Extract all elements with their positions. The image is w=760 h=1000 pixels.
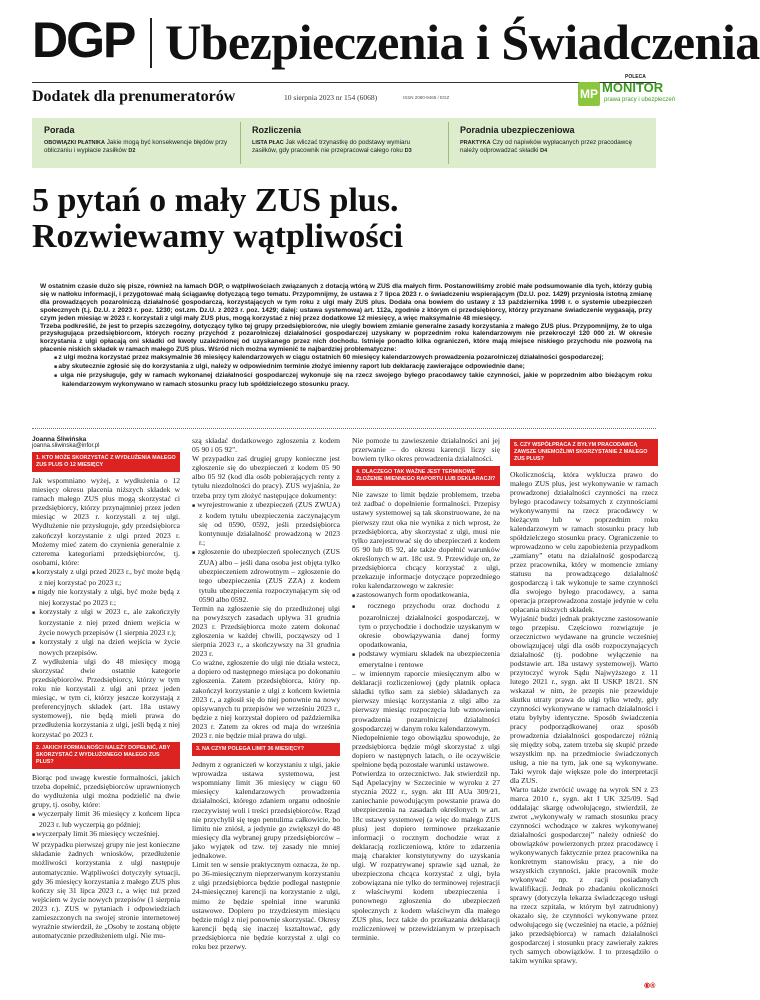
body-list-item: ■ zastosowanych form opodatkowania, [352, 590, 500, 601]
dgp-logo: DGP [32, 12, 135, 68]
body-paragraph: Warto także zwrócić uwagę na wyrok SN z 23 marca 2010 r., sygn. akt I UK 325/09. Sąd oddalając skargę odwołującego, stwierdził, że zwrot „wykonywały w ramach stosunku pracy czynności wchodzące w zakres wykonywanej działalności gospodarczej” należy odnieść do obowiązków powierzonych przez pracodawcę i wykonywanych faktycznie przez pracownika na konkretnym stanowisku pracy, a nie do wszystkich czynności, jakie pracownik może wykonywać np. z racji posiadanych kwalifikacji. Jednak po zbadaniu okoliczności sprawy (dotyczyła lekarza świadczącego usługi na rzecz szpitala, w którym był zatrudniony) okazało się, że czynności wykonywane przez odwołującego się (wcześniej na etacie, a później jako przedsiębiorca) w ramach działalności gospodarczej i stosunku pracy zawierały zakres tych samych obowiązków. I to przesądziło o takim wyniku sprawy. [510, 785, 658, 965]
monitor-logo-icon: MP [578, 82, 600, 106]
question-box-3: 3. NA CZYM POLEGA LIMIT 36 MIESIĘCY? [192, 743, 340, 756]
author-email[interactable]: joanna.sliwinska@infor.pl [32, 443, 100, 449]
monitor-subtitle: prawa pracy i ubezpieczeń [604, 97, 676, 103]
body-list [192, 500, 340, 604]
column-2 [192, 436, 340, 996]
body-paragraph: W przypadku pierwszej grupy nie jest konieczne składanie żadnych wniosków, przedłużenie możliwości korzystania z ulgi następuje automatycznie. Wątpliwości dotyczyły sytuacji, gdy 36 miesięcy korzystania z małego ZUS plus kończy się 31 lipca 2023 r., a więc tuż przed wejściem w życie nowych przepisów (1 sierpnia 2023 r.). ZUS w pytaniach i odpowiedziach zamieszczonych na swojej stronie internetowej wyraźnie stwierdził, że „Osoby te zostaną objęte automatycznie przedłużeniem ulgi. Nie mu- [32, 840, 180, 941]
rubric-title: Poradnia ubezpieczeniowa [460, 125, 575, 135]
supplement-label: Dodatek dla prenumeratorów [32, 88, 236, 105]
body-paragraph: Termin na zgłoszenie się do przedłużonej ulgi na powyższych zasadach upływa 31 grudnia 2023 r. Przedsiębiorca może zatem dokonać zgłoszenia w każdej chwili, począwszy od 1 sierpnia 2023 r., a skończywszy na 31 grudnia 2023 r. [192, 603, 340, 659]
article-lead [40, 283, 652, 389]
masthead-divider [150, 18, 152, 68]
body-paragraph: Okolicznością, która wyklucza prawo do małego ZUS plus, jest wykonywanie w ramach prowadzonej działalności czynności na rzecz byłego pracodawcy tożsamych z czynnościami wykonywanymi na rzecz pracodawcy w bieżącym lub w poprzednim roku kalendarzowym w ramach stosunku pracy lub spółdzielczego stosunku pracy. Ograniczenie to wprowadzono w celu zapobieżenia przypadkom „zamiany” etatu na działalność gospodarczą przez pracownika, który w momencie zmiany statusu na prowadzącego działalność gospodarczą i tak wykonuje te same czynności dla swojego byłego pracodawcy, a sama operacja przeprowadzona zostaje jedynie w celu opłacania niższych składek. [510, 470, 658, 614]
rubric-porada[interactable] [36, 120, 236, 166]
lead-list-item: ■ aby skutecznie zgłosić się do korzystania z ulgi, należy w odpowiednim terminie złożyć imienny raport lub deklarację zawierające odpowiednie dane; [54, 363, 652, 372]
body-list-item: ■ rocznego przychodu oraz dochodu z pozarolniczej działalności gospodarczej, w tym o przychodzie i dochodzie uzyskanym w okresie obowiązywania danej formy opodatkowania, [352, 601, 500, 648]
rubric-title: Rozliczenia [252, 125, 302, 135]
lead-list-item: ■ ulga nie przysługuje, gdy w ramach wykonanej działalności gospodarczej wykonuje się na rzecz swojego byłego pracodawcy takie czynności, jakie w poprzednim albo bieżącym roku kalendarzowym wykonywano w ramach stosunku pracy lub spółdzielczego stosunku pracy. [54, 372, 652, 389]
monitor-name: MONITOR [602, 80, 664, 95]
column-1 [32, 436, 180, 996]
column-3 [352, 436, 500, 996]
body-paragraph: Jednym z ograniczeń w korzystaniu z ulgi, jakie wprowadza ustawa systemowa, jest wspomniany limit 36 miesięcy w ciągu 60 miesięcy kalendarzowych prowadzenia działalności, którego zdaniem organu odnośnie rzeczywistej woli i treści przedsiębiorców. Rząd nie przychylił się tego pentulima całkowicie, bo limitu nie zniósł, a jedynie go zwiększył do 48 miesięcy dla wybranej grupy przedsiębiorców – jako wyjątek od tzw. tej zasady nie mniej jednakowe. [192, 760, 340, 861]
rubric-page: D2 [128, 148, 136, 154]
body-list [352, 590, 500, 669]
lead-list [54, 354, 652, 389]
lead-paragraph: W ostatnim czasie dużo się pisze, również na łamach DGP, o wątpliwościach związanych z dotacją wtórą w ZUS dla małych firm. Postanowiliśmy zrobić małe podsumowanie dla tych, którzy gubią się w natłoku informacji, i przygotować małą ściągawkę dotyczącą tego tematu. Przypomnijmy, że ustawa z 7 lipca 2023 r. o świadczeniu wspierającym (Dz.U. poz. 1429) przyniosła istotną zmianę dla prowadzących pozarolniczą działalność gospodarczą, korzystających w tym roku z ulgi mały ZUS plus. Dodała ona bowiem do ustawy z 13 października 1998 r. o systemie ubezpieczeń społecznych (t.j. Dz.U. z 2023 r. poz. 1230; ost.zm. Dz.U. z 2023 r. poz. 1429; dalej: ustawa systemowa) art. 112a, zgodnie z którym ci przedsiębiorcy, którzy przyznane świadczenie wygasają, przy czym jeden miesiąc w 2023 r. korzystali z ulgi mały ZUS plus, mogą korzystać z niej przez dodatkowe 12 miesięcy, a więc maksymalnie 48 miesięcy. [40, 283, 652, 322]
lead-divider [32, 428, 656, 429]
issn-info: ISSN 2080-9468 / EGZ [403, 95, 450, 100]
body-paragraph: Biorąc pod uwagę kwestie formalności, jakich trzeba dopełnić, przedsiębiorców uprawnionych do wydłużenia ulgi można podzielić na dwie grupy, tj. osoby, które: [32, 772, 180, 809]
body-paragraph: Niedopełnienie tego obowiązku spowoduje, że przedsiębiorca będzie mógł skorzystać z ulgi dopiero w następnych latach, o ile oczywiście spełnione będą pozostałe warunki ustawowe. [352, 732, 500, 769]
body-list-item: ■ wyrejestrowanie z ubezpieczeń (ZUS ZWUA) z kodem tytułu ubezpieczenia zaczynającym się od 0590, 0592, jeśli przedsiębiorca kontynuuje działalność prowadzoną w 2023 r.; [192, 500, 340, 547]
body-paragraph: Z wydłużenia ulgi do 48 miesięcy mogą skorzystać dwie ostatnie kategorie przedsiębiorców. Przedsiębiorcy, którzy w tym roku nie korzystali z ulgi ani przez jeden miesiąc, w tym ci, którzy jeszcze korzystają z preferencyjnych składek (art. 18a ustawy systemowej), nie będą mieli prawa do przedłużenia korzystania z ulgi, jeśli będą z niej korzystać po 2023 r. [32, 656, 180, 739]
body-list-item: ■ podstawy wymiaru składek na ubezpieczenia emerytalne i rentowe [352, 649, 500, 669]
rubric-rozliczenia[interactable] [244, 120, 444, 166]
author-name: Joanna Śliwińska [32, 436, 87, 443]
body-paragraph: Potwierdza to orzecznictwo. Jak stwierdził np. Sąd Apelacyjny w Szczecinie w wyroku z 27 stycznia 2022 r., sygn. akt III AUa 309/21, zaniechanie powodującym powstanie prawa do ubezpieczenia na zasadach określonych w art. 18c ustawy systemowej (a więc do małego ZUS plus) jest dopiero terminowe przekazanie informacji o rocznym dochodzie wraz z deklaracją rozliczeniową, które to zdarzenia mają charakter konstytutywny do uzyskania ulgi. W rozpatrywanej sprawie sąd uznał, że ubezpieczona chcąca korzystać z ulgi, była zobowiązana nie tylko do terminowej rejestracji z właściwymi kodem ubezpieczenia i ponownego zgłoszenia do ubezpieczeń społecznych z kodem właściwym dla małego ZUS plus, lecz także do przekazania deklaracji rozliczeniowej w przewidzianym w przepisach terminie. [352, 769, 500, 942]
question-box-5: 5. CZY WSPÓŁPRACA Z BYŁYM PRACODAWCĄ ZAWSZE UNIEMOŻLIWI SKORZYSTANIE Z MAŁEGO ZUS PLUS? [510, 439, 658, 466]
section-title: Ubezpieczenia i Świadczenia [165, 14, 760, 70]
column-4 [510, 436, 658, 996]
rubric-title: Porada [44, 125, 75, 135]
corner-mark: ⑥® [644, 983, 656, 990]
rubric-divider [448, 122, 449, 164]
body-list-item: ■ korzystały z ulgi w 2023 r., ale zakończyły korzystanie z niej przed dniem wejścia w życie nowych przepisów (1 sierpnia 2023 r.); [32, 607, 180, 636]
rubric-kicker: OBOWIĄZKI PŁATNIKA [44, 140, 106, 146]
headline-line-1: 5 pytań o mały ZUS plus. [32, 182, 399, 219]
rubric-poradnia[interactable] [452, 120, 652, 166]
body-paragraph: Co ważne, zgłoszenie do ulgi nie działa wstecz, a dopiero od następnego miesiąca po dokonaniu zgłoszenia. Zatem przedsiębiorca, który np. zakończył korzystanie z ulgi z końcem kwietnia 2023 r., a zgłosił się do niej ponownie na nowy opisywanych tu przepisów we wrześniu 2023 r., będzie z niej korzystał dopiero od października 2023 r. Zatem za okres od maja do września 2023 r. nie będzie miał prawa do ulgi. [192, 658, 340, 740]
body-paragraph: W przypadku zaś drugiej grupy konieczne jest zgłoszenie się do ubezpieczeń z kodem 05 90 albo 05 92 (kod dla osób pobierających renty z tytułu niezdolności do pracy). ZUS wyjaśnia, że trzeba przy tym złożyć następujące dokumenty: [192, 454, 340, 500]
body-paragraph: Limit ten w sensie praktycznym oznacza, że np. po 36-miesięcznym nieprzerwanym korzystaniu z ulgi przedsiębiorca będzie podlegał następnie 24-miesięcznej karencji na korzystanie z ulgi, mimo że będzie spełniał inne warunki ustawowe. Dopiero po trzydziestym miesiącu będzie mógł z niej ponownie skorzystać. Okresy karencji będą się inaczej kształtować, gdy przedsiębiorca nie będzie korzystał z ulgi co roku bez przerwy. [192, 860, 340, 951]
rubric-divider [240, 122, 241, 164]
rubric-page: D3 [404, 148, 412, 154]
poleca-label: POLECA [625, 74, 646, 80]
lead-paragraph: Trzeba podkreślić, że jest to przepis szczególny, dotyczący tylko tej grupy przedsiębiorców, nie ulegly bowiem zmianie generalne zasady korzystania z małego ZUS plus. Przypomnijmy, że to ulga przysługująca przedsiębiorcom, których roczny przychód z pozarolniczej działalności gospodarczej uzyskany w poprzednim roku kalendarzowym nie przekroczył 120 000 zł. W okresie korzystania z ulgi opłacają oni składki od kwoty uzależnionej od uzyskanego przez nich dochodu. Istnieje ponadto kilka ograniczeń, które mają miejsce niskiego przychodu nie pozwolą na płacenie niskich składek w ramach małego ZUS plus. Wśród nich można wymienić te najbardziej problematyczne: [40, 322, 652, 354]
body-list-item: ■ korzystały z ulgi na dzień wejścia w życie nowych przepisów. [32, 637, 180, 657]
masthead-rule [32, 82, 656, 83]
rubric-text: Czy od napiwków wypłacanych przez pracodawcę należy odprowadzać składki [460, 139, 632, 154]
headline-line-2: Rozwiewamy wątpliwości [32, 218, 404, 255]
body-list-item: ■ korzystały z ulgi przed 2023 r., być może będą z niej korzystać po 2023 r.; [32, 567, 180, 587]
body-paragraph: – w imiennym raporcie miesięcznym albo w deklaracji rozliczeniowej (gdy płatnik opłaca składki tylko sam za siebie) składanych za pierwszy miesiąc korzystania z ulgi albo za pierwszy miesiąc rozpoczęcia lub wznowienia prowadzenia pozarolniczej działalności gospodarczej w danym roku kalendarzowym. [352, 669, 500, 733]
question-box-1: 1. KTO MOŻE SKORZYSTAĆ Z WYDŁUŻENIA MAŁEGO ZUS PLUS O 12 MIESIĘCY [32, 452, 180, 472]
rubric-text: Jakie mogą być konsekwencje błędów przy obliczaniu i wypłacie zasiłków [44, 139, 228, 154]
rubric-page: D4 [540, 148, 548, 154]
body-paragraph: Nie zawsze to limit będzie problemem, trzeba też zadbać o dopełnienie formalności. Przepisy ustawy systemowej są tak skonstruowane, że na pierwszy rzut oka nie wynika z nich wprost, że przedsiębiorca, aby skorzystać z ulgi, musi nie tylko zarejestrować się do ubezpieczeń z kodem 05 90 lub 05 92, ale także dopełnić warunków określonych w art. 18c ust. 9. Przewiduje on, że przedsiębiorca chcący korzystać z ulgi, przekazuje informacje dotyczące poprzedniego roku kalendarzowego w zakresie: [352, 490, 500, 591]
rubric-text: Jak wliczać trzynastkę do podstawy wymiaru zasiłków, gdy pracownik nie przepracował całego roku [252, 139, 411, 154]
body-paragraph: Wyjaśnić budzi jednak praktyczne zastosowanie tego przepisu. Częściowo rozwiązuje je orzecznictwo wydawane na gruncie wcześniej obowiązującej ulgi dla osób rozpoczynających działalność (tj. podobne wyłączenie na podstawie art. 18a ustawy systemowej). Warto przytoczyć wyrok Sądu Najwyższego z 11 lutego 2021 r., sygn. akt II USKP 18/21. SN wskazał w nim, że przepis nie przewiduje skutku utraty prawa do ulgi tylko wtedy, gdy czynności wykonywane w ramach działalności i etatu byłyby identyczne. Sposób świadczenia pracy podporządkowanej oraz sposób prowadzenia działalności gospodarczej różnią się między sobą, zatem trzeba się skupić przede wszystkim np. na przedmiocie świadczonych usług, a nie na tym, jak one są wykonywane. Taki wyrok daje większe pole do interpretacji dla ZUS. [510, 614, 658, 785]
body-list-item: ■ zgłoszenie do ubezpieczeń społecznych (ZUS ZUA) albo – jeśli dana osoba jest objęta tylko ubezpieczeniem zdrowotnym – zgłoszenie do tego ubezpieczenia (ZUS ZZA) z kodem tytułu ubezpieczenia rozpoczynającym się od 0590 albo 0592. [192, 547, 340, 604]
body-list [32, 809, 180, 840]
question-box-2: 2. JAKICH FORMALNOŚCI NALEŻY DOPEŁNIĆ, ABY SKORZYSTAĆ Z WYDŁUŻONEGO MAŁEGO ZUS PLUS? [32, 742, 180, 769]
body-paragraph: szą składać dodatkowego zgłoszenia z kodem 05 90 i 05 92". [192, 436, 340, 455]
body-paragraph: Nie pomoże tu zawieszenie działalności ani jej przerwanie – do okresu karencji liczy się bowiem tylko okres prowadzenia działalności. [352, 436, 500, 464]
body-list [32, 567, 180, 657]
body-list-item: ■ wyczerpały limit 36 miesięcy wcześniej. [32, 829, 180, 840]
question-box-4: 4. DLACZEGO TAK WAŻNE JEST TERMINOWE ZŁOŻENIE IMIENNEGO RAPORTU LUB DEKLARACJI? [352, 466, 500, 486]
body-paragraph: Jak wspomniano wyżej, z wydłużenia o 12 miesięcy okresu płacenia niższych składek w ramach małego ZUS plus mogą skorzystać ci przedsiębiorcy, którzy przynajmniej przez jeden miesiąc w 2023 r. korzystali z tej ulgi. Wydłużenie nie przysługuje, gdy przedsiębiorca zakończył korzystanie z ulgi przed 2023 r. Możemy mieć zatem do czynienia generalnie z czterema kategoriami przedsiębiorców, tj. osobami, które: [32, 476, 180, 567]
rubric-kicker: PRAKTYKA [460, 140, 491, 146]
lead-list-item: ■ z ulgi można korzystać przez maksymalnie 36 miesięcy kalendarzowych w ciągu ostatnich 60 miesięcy kalendarzowych prowadzenia pozarolniczej działalności gospodarczej; [54, 354, 652, 363]
body-list-item: ■ nigdy nie korzystały z ulgi, być może będą z niej korzystać po 2023 r.; [32, 587, 180, 607]
issue-info: 10 sierpnia 2023 nr 154 (6068) [284, 93, 378, 102]
rubric-kicker: LISTA PŁAC [252, 140, 284, 146]
article-headline [32, 183, 403, 255]
body-list-item: ■ wyczerpały limit 36 miesięcy z końcem lipca 2023 r. lub wyczerpią go później; [32, 809, 180, 829]
